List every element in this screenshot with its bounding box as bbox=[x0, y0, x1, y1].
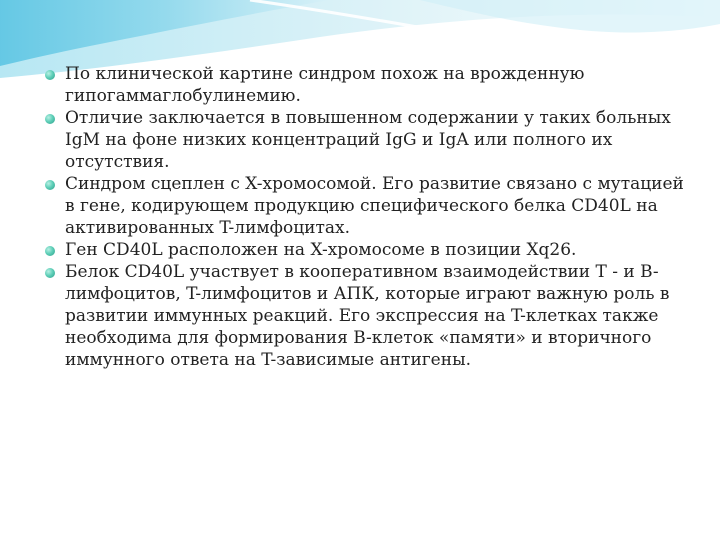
bullet-item bbox=[44, 173, 690, 239]
bullet-list bbox=[44, 63, 690, 371]
bullet-item bbox=[44, 63, 690, 107]
bullet-text: Отличие заключается в повышенном содержании у таких больных IgM на фоне низких концентраций IgG и IgA или полного их отсутствия. bbox=[65, 108, 671, 172]
teal-bullet-icon bbox=[45, 246, 55, 256]
teal-bullet-icon bbox=[45, 114, 55, 124]
bullet-item bbox=[44, 261, 690, 371]
teal-bullet-icon bbox=[45, 180, 55, 190]
bullet-text: Синдром сцеплен с X-хромосомой. Его развитие связано с мутацией в гене, кодирующем продукцию специфического белка CD40L на активированных T-лимфоцитах. bbox=[65, 174, 684, 238]
teal-bullet-icon bbox=[45, 268, 55, 278]
teal-bullet-icon bbox=[45, 70, 55, 80]
bullet-item bbox=[44, 107, 690, 173]
bullet-text: Ген CD40L расположен на X-хромосоме в позиции Xq26. bbox=[65, 240, 577, 260]
bullet-text: По клинической картине синдром похож на врожденную гипогаммаглобулинемию. bbox=[65, 64, 585, 106]
bullet-text: Белок CD40L участвует в кооперативном взаимодействии T - и B-лимфоцитов, T-лимфоцитов и АПК, которые играют важную роль в развитии иммунных реакций. Его экспрессия на T-клетках также необходима для формирования B-клеток «памяти» и вторичного иммунного ответа на T-зависимые антигены. bbox=[65, 262, 670, 370]
bullet-item bbox=[44, 239, 690, 261]
